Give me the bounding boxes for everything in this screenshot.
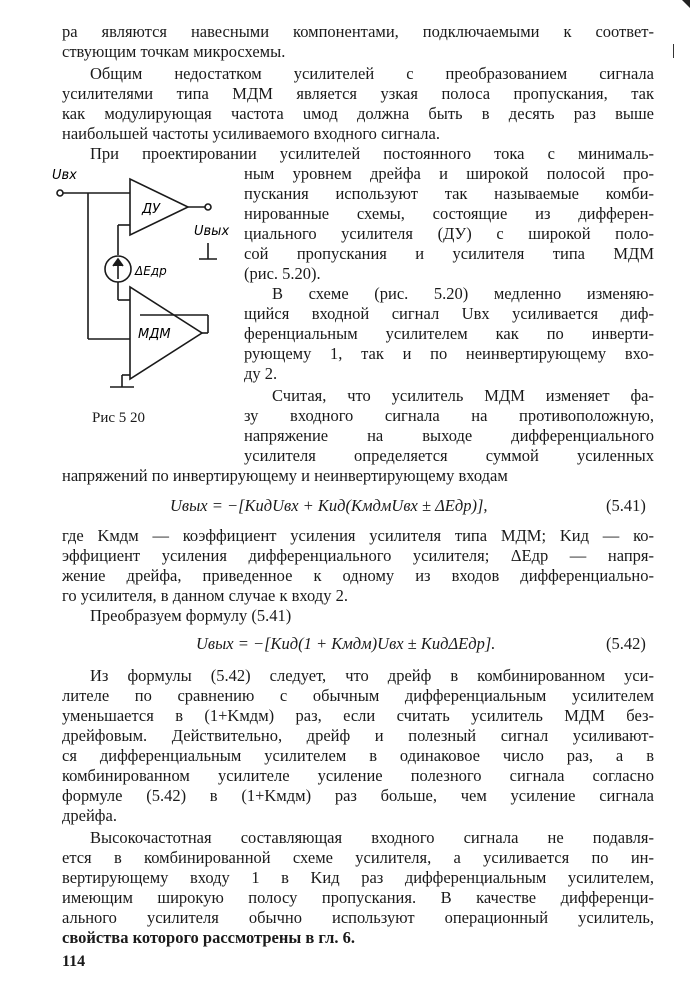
text-line: го усилителя, в данном случае к входу 2. [62, 586, 348, 605]
text-line: вертирующему входу 1 в Kид раз дифференциальным усилителем, [62, 868, 654, 887]
margin-mark [673, 44, 674, 58]
text-line: где Kмдм — коэффициент усиления усилителя типа МДМ; Kид — ко- [62, 526, 654, 545]
text-line: усилителями типа МДМ является узкая полоса пропускания, так [62, 84, 654, 103]
text-line: зу входного сигнала на противоположную, [244, 406, 654, 425]
text-line: ференциальным усилителем как по инверти- [244, 324, 654, 343]
text-line: ра являются навесными компонентами, подключаемыми к соответ- [62, 22, 654, 41]
text-line: нированные схемы, состоящие из дифферен- [244, 204, 654, 223]
text-line: ду 2. [244, 364, 278, 383]
text-line: ется в комбинированной схеме усилителя, а усиливается по ин- [62, 848, 654, 867]
text-line: Считая, что усилитель МДМ изменяет фа- [272, 386, 654, 405]
output-terminal [205, 204, 211, 210]
text-line: свойства которого рассмотрены в гл. 6. [62, 928, 355, 947]
du-label: ДУ [142, 202, 161, 217]
text-line: усилителя определяется суммой усиленных [244, 446, 654, 465]
text-line: лителе по сравнению с обычным дифференциальным усилителем [62, 686, 654, 705]
input-label: Uвх [52, 168, 77, 183]
text-line: комбинированном усилителе усиление полезного сигнала согласно [62, 766, 654, 785]
text-line: напряжений по инвертирующему и неинвертирующему входам [62, 466, 508, 485]
text-line: эффициент усиления дифференциального усилителя; ΔEдр — напря- [62, 546, 654, 565]
text-line: уменьшается в (1+Kмдм) раз, если считать усилитель МДМ без- [62, 706, 654, 725]
text-line: ным уровнем дрейфа и широкой полосой про- [244, 164, 654, 183]
equation-5-41: Uвых = −[KидUвх + Kид(KмдмUвх ± ΔEдр)], [170, 496, 488, 515]
figure-5-20-circuit [50, 165, 240, 405]
text-line: Из формулы (5.42) следует, что дрейф в комбинированном уси- [90, 666, 654, 685]
text-line: щийся входной сигнал Uвх усиливается диф- [244, 304, 654, 323]
drift-label: ΔEдр [135, 264, 167, 278]
page-number: 114 [62, 953, 86, 970]
text-line: При проектировании усилителей постоянного тока с минималь- [90, 144, 654, 163]
text-line: (рис. 5.20). [244, 264, 321, 283]
text-line: формуле (5.42) в (1+Kмдм) раз больше, чем усиление сигнала [62, 786, 654, 805]
text-line: жение дрейфа, приведенное к одному из входов дифференциально- [62, 566, 654, 585]
text-line: Общим недостатком усилителей с преобразованием сигнала [90, 64, 654, 83]
text-line: ствующим точкам микросхемы. [62, 42, 286, 61]
text-line: имеющим широкую полосу пропускания. В качестве дифференци- [62, 888, 654, 907]
text-line: как модулирующая частота uмод должна быть в десять раз выше [62, 104, 654, 123]
text-line: Преобразуем формулу (5.41) [90, 606, 292, 625]
text-line: пускания используют так называемые комби- [244, 184, 654, 203]
equation-number: (5.42) [606, 634, 646, 653]
text-line: дрейфа. [62, 806, 117, 825]
text-line: сой пропускания и усилителя типа МДМ [244, 244, 654, 263]
equation-5-42: Uвых = −[Kид(1 + Kмдм)Uвх ± KидΔEдр]. [196, 634, 496, 653]
figure-caption: Рис 5 20 [92, 410, 146, 426]
mdm-label: МДМ [138, 327, 171, 342]
text-line: циального усилителя (ДУ) с широкой поло- [244, 224, 654, 243]
input-terminal [57, 190, 63, 196]
text-line: напряжение на выходе дифференциального [244, 426, 654, 445]
text-line: В схеме (рис. 5.20) медленно изменяю- [272, 284, 654, 303]
corner-mark [682, 0, 690, 8]
text-line: ся дифференциальным усилителем в одинаковое число раз, а в [62, 746, 654, 765]
text-line: рующему 1, так и по неинвертирующему вхо- [244, 344, 654, 363]
text-line: ального усилителя обычно используют операционный усилитель, [62, 908, 654, 927]
text-line: наибольшей частоты усиливаемого входного сигнала. [62, 124, 440, 143]
text-line: дрейфовым. Действительно, дрейф и полезный сигнал усиливают- [62, 726, 654, 745]
text-line: Высокочастотная составляющая входного сигнала не подавля- [90, 828, 654, 847]
equation-number: (5.41) [606, 496, 646, 515]
output-label: Uвых [194, 224, 230, 239]
